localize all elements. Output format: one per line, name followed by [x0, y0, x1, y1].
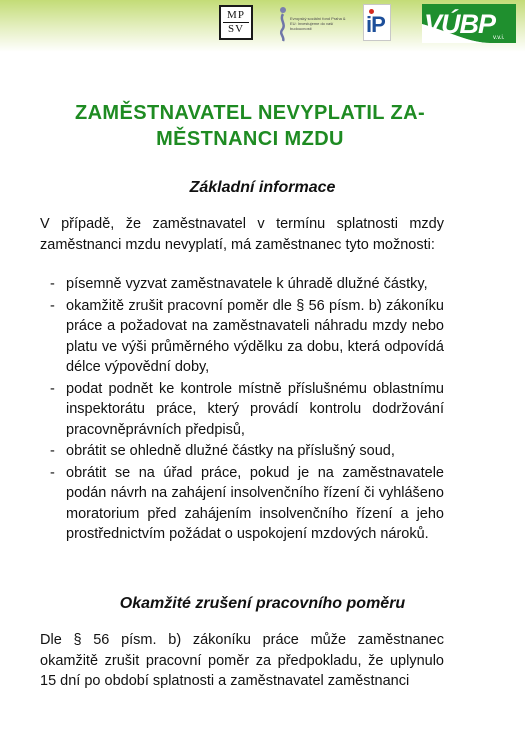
list-item: - obrátit se ohledně dlužné částky na příslušný soud,	[50, 443, 395, 459]
esf-figure-logo-icon	[277, 6, 289, 42]
vubp-logo-text: VÚBP	[424, 9, 496, 39]
mpsv-logo	[219, 5, 253, 40]
options-list	[50, 274, 444, 546]
list-item: - podat podnět ke kontrole místně příslušnému oblastnímu inspektorátu práce, který provádí kontrolu dodržování pracovněprávních předpisů,	[50, 380, 444, 438]
section-heading-basic-info: Základní informace	[189, 179, 336, 196]
ip-logo	[363, 4, 391, 41]
termination-paragraph: Dle § 56 písm. b) zákoníku práce může zaměstnanec okamžitě zrušit pracovní poměr za předpokladu, že uplynulo 15 dní po období splatnosti a zaměstnavatel zaměstnanci	[40, 632, 444, 689]
list-item: - okamžitě zrušit pracovní poměr dle § 56 písm. b) zákoníku práce a požadovat na zaměstnavateli náhradu mzdy nebo platu ve výši průměrného výdělku za dobu, která odpovídá délce výpovědní doby,	[50, 297, 444, 375]
list-item: - písemně vyzvat zaměstnavatele k úhradě dlužné částky,	[50, 276, 428, 292]
vubp-logo-sub: v.v.i.	[493, 35, 505, 41]
ip-logo-text: iP	[366, 12, 385, 37]
esf-logo-caption: Evropský sociální fond Praha & EU: Investujeme do vaší budoucnosti	[290, 16, 346, 31]
intro-paragraph: V případě, že zaměstnavatel v termínu splatnosti mzdy zaměstnanci mzdu nevyplatí, má zaměstnanec tyto možnosti:	[40, 216, 444, 253]
header-band	[0, 0, 525, 52]
page-title: ZAMĚSTNAVATEL NEVYPLATIL ZA-MĚSTNANCI MZDU	[74, 102, 426, 150]
mpsv-logo-line2: SV	[227, 23, 245, 35]
mpsv-logo-line1: MP	[227, 9, 245, 21]
vubp-logo-text-layer	[420, 2, 518, 45]
list-item: - obrátit se na úřad práce, pokud je na zaměstnavatele podán návrh na zahájení insolvenčního řízení či vyhlášeno moratorium před zahájením insolvenčního řízení a jeho prostřednictvím požádat o uspokojení mzdových nároků.	[50, 464, 444, 542]
section-heading-immediate-termination: Okamžité zrušení pracovního poměru	[119, 595, 406, 612]
